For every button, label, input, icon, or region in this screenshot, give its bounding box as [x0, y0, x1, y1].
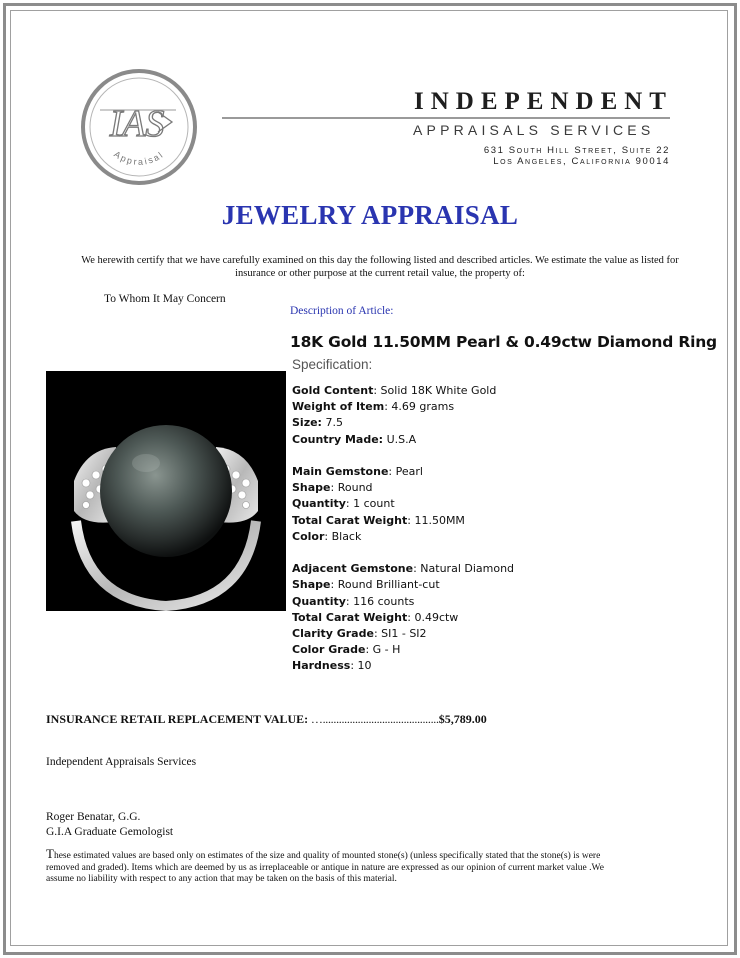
insurance-value-label: INSURANCE RETAIL REPLACEMENT VALUE:	[46, 712, 309, 726]
spec-main-shape: Shape: Round	[292, 481, 373, 495]
spec-clarity-grade: Clarity Grade: SI1 - SI2	[292, 627, 427, 641]
address-line-2: Los Angeles, California 90014	[493, 156, 670, 167]
spec-weight: Weight of Item: 4.69 grams	[292, 400, 455, 414]
certification-text: We herewith certify that we have carefully examined on this day the following listed and described articles. We estimate the value as listed for insurance or other purpose at the current retail value, the property of:	[81, 255, 679, 279]
spec-hardness: Hardness: 10	[292, 659, 372, 673]
company-subtitle: APPRAISALS SERVICES	[413, 122, 655, 138]
spec-country: Country Made: U.S.A	[292, 432, 417, 446]
spec-main-color: Color: Black	[292, 529, 362, 543]
specifications-list	[292, 383, 692, 675]
document-title: JEWELRY APPRAISAL	[221, 200, 519, 230]
spec-main-gemstone: Main Gemstone: Pearl	[292, 465, 423, 478]
spec-main-total-carat-weight: Total Carat Weight: 11.50MM	[292, 513, 465, 527]
logo-letters: IAS	[109, 103, 165, 145]
svg-text:Appraisal	[112, 149, 166, 167]
spec-adjacent-gemstone: Adjacent Gemstone: Natural Diamond	[292, 562, 515, 576]
item-title: 18K Gold 11.50MM Pearl & 0.49ctw Diamond Ring	[290, 333, 717, 351]
ias-logo	[80, 68, 198, 186]
recipient: To Whom It May Concern	[104, 293, 226, 305]
disclaimer-text: hese estimated values are based only on estimates of the size and quality of mounted stone(s) (unless specifically stated that the stone(s) is were removed and graded). Items which are deemed by us as irreplaceable or antique in nature are expressed as our opinion of current market value .We assume no liability with respect to any action that may be taken on the basis of this material.	[46, 851, 604, 885]
company-name: INDEPENDENT	[414, 88, 673, 115]
header-rule	[222, 117, 670, 119]
logo-ring-text: Appraisal	[112, 149, 166, 167]
insurance-value	[46, 712, 566, 727]
spec-adjacent-quantity: Quantity: 116 counts	[292, 594, 415, 608]
disclaimer-initial: T	[46, 846, 54, 861]
spec-color-grade: Color Grade: G - H	[292, 643, 401, 657]
spec-adjacent-shape: Shape: Round Brilliant-cut	[292, 578, 440, 592]
appraiser-title: G.I.A Graduate Gemologist	[46, 826, 174, 838]
appraiser-name: Roger Benatar, G.G.	[46, 811, 141, 823]
spec-adjacent-total-carat-weight: Total Carat Weight: 0.49ctw	[292, 610, 459, 624]
ring-photo	[46, 371, 286, 611]
spec-main-quantity: Quantity: 1 count	[292, 497, 395, 511]
value-leader-dots: …...........................................	[308, 712, 439, 726]
spec-gold-content: Gold Content: Solid 18K White Gold	[292, 384, 497, 397]
specification-label: Specification:	[292, 357, 373, 372]
signature-company: Independent Appraisals Services	[46, 756, 197, 768]
description-label: Description of Article:	[290, 305, 394, 317]
insurance-value-amount: $5,789.00	[438, 712, 487, 726]
spec-size: Size: 7.5	[292, 416, 343, 430]
disclaimer	[46, 848, 606, 886]
address-line-1: 631 South Hill Street, Suite 22	[483, 145, 670, 156]
